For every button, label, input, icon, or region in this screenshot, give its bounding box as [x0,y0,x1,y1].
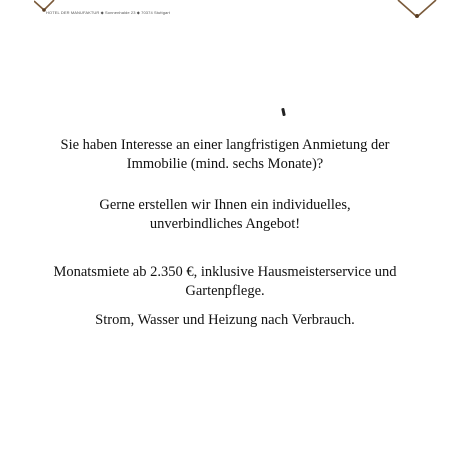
paragraph-1-line-2: Immobilie (mind. sechs Monate)? [126,156,324,172]
paragraph-3-line-2: Gartenpflege. [185,283,265,299]
paragraph-offer [20,196,430,234]
paragraph-long-term-rental [20,136,430,174]
paragraph-3-line-1: Monatsmiete ab 2.350 €, inklusive Hausmeisterservice und [53,264,397,280]
paragraph-utilities [20,311,430,330]
stray-ink-mark [281,108,286,116]
corner-ornament-right-icon [394,0,442,22]
paragraph-monthly-rent [20,263,430,301]
paragraph-2-line-1: Gerne erstellen wir Ihnen ein individuelles, [99,197,351,213]
paragraph-2-line-2: unverbindliches Angebot! [149,216,301,232]
paragraph-1-line-1: Sie haben Interesse an einer langfristigen Anmietung der [60,137,390,153]
header-address-line: HOTEL DER MANUFAKTUR ◆ Sonnenhalde 23 ◆ 70374 Stuttgart [46,10,171,15]
paragraph-4-line-1: Strom, Wasser und Heizung nach Verbrauch. [95,312,355,328]
